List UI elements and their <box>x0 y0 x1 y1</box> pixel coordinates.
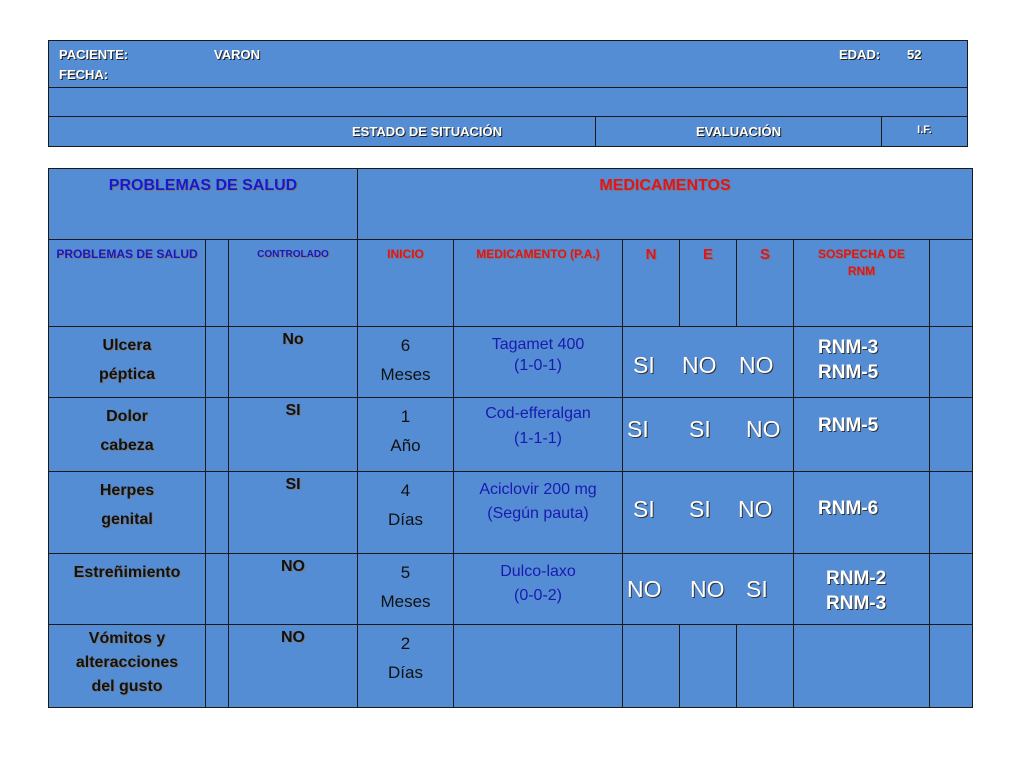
problema-line: del gusto <box>91 678 163 695</box>
problema-line: Ulcera <box>102 337 152 354</box>
health-problems-table <box>48 168 973 708</box>
controlado-cell <box>229 472 358 554</box>
controlado-value: No <box>282 331 304 348</box>
medicamento-line: (Según pauta) <box>487 505 589 522</box>
nes-cell <box>623 554 794 625</box>
col-medicamento: MEDICAMENTO (P.A.) <box>476 247 600 261</box>
col-sospecha: SOSPECHA DE RNM <box>818 247 905 278</box>
estado-cell <box>49 117 596 147</box>
inicio-line: Año <box>390 436 421 455</box>
problema-cell <box>49 472 206 554</box>
rnm-line: RNM-6 <box>818 498 879 519</box>
empty-header-row <box>49 88 968 117</box>
s-value: NO <box>746 416 781 442</box>
rnm-line: RNM-3 <box>826 593 887 614</box>
s-value: NO <box>738 496 773 522</box>
col-extra <box>930 240 973 327</box>
medicamento-cell <box>454 554 623 625</box>
problemas-title-cell <box>49 169 358 240</box>
medicamento-cell <box>454 472 623 554</box>
inicio-line: 1 <box>400 407 411 426</box>
controlado-value: NO <box>281 629 305 646</box>
edad-label: EDAD: <box>839 47 881 62</box>
extra-cell <box>930 625 973 708</box>
medicamento-line: (1-0-1) <box>513 357 562 374</box>
controlado-cell <box>229 327 358 398</box>
paciente-label: PACIENTE: <box>59 47 129 62</box>
e-value: NO <box>690 576 725 602</box>
inicio-line: Meses <box>380 592 431 611</box>
col-inicio: INICIO <box>387 247 424 261</box>
inicio-line: 5 <box>400 563 411 582</box>
problema-line: Estreñimiento <box>73 564 181 581</box>
inicio-cell <box>358 398 454 472</box>
rnm-cell <box>794 554 930 625</box>
blank-cell <box>206 472 229 554</box>
controlado-cell <box>229 398 358 472</box>
problema-line: péptica <box>98 366 155 383</box>
rnm-line: RNM-2 <box>826 568 887 589</box>
e-cell <box>680 625 737 708</box>
problema-cell <box>49 625 206 708</box>
medicamento-line: (0-0-2) <box>513 587 562 604</box>
col-blank <box>206 240 229 327</box>
table-row <box>49 625 973 708</box>
col-n: N <box>645 246 657 263</box>
paciente-value: VARON <box>214 47 260 62</box>
medicamento-line: Cod-efferalgan <box>485 405 591 422</box>
n-value: SI <box>627 416 649 442</box>
evaluacion-cell <box>596 117 882 147</box>
medicamento-line: Aciclovir 200 mg <box>479 481 597 498</box>
n-cell <box>623 625 680 708</box>
rnm-line: RNM-5 <box>818 415 879 436</box>
medicamentos-title-cell <box>358 169 973 240</box>
problema-cell <box>49 554 206 625</box>
medicamento-cell <box>454 625 623 708</box>
n-value: SI <box>633 352 655 378</box>
problema-cell <box>49 327 206 398</box>
rnm-cell <box>794 327 930 398</box>
inicio-line: Días <box>388 510 423 529</box>
blank-cell <box>206 554 229 625</box>
problema-line: Vómitos y <box>88 630 166 647</box>
extra-cell <box>930 554 973 625</box>
rnm-cell <box>794 625 930 708</box>
problema-line: Dolor <box>106 408 148 425</box>
medicamento-line: Dulco-laxo <box>500 563 576 580</box>
inicio-line: 2 <box>400 634 411 653</box>
controlado-cell <box>229 625 358 708</box>
problema-cell <box>49 398 206 472</box>
medicamento-cell <box>454 327 623 398</box>
col-s: S <box>759 246 770 263</box>
patient-header-table <box>48 40 968 147</box>
inicio-cell <box>358 327 454 398</box>
s-value: NO <box>739 352 774 378</box>
e-value: SI <box>689 416 711 442</box>
nes-cell <box>623 398 794 472</box>
fecha-label: FECHA: <box>59 67 109 82</box>
col-sospecha-cell <box>794 240 930 327</box>
if-cell <box>882 117 968 147</box>
problema-line: genital <box>101 511 153 528</box>
col-e: E <box>702 246 713 263</box>
inicio-cell <box>358 625 454 708</box>
inicio-line: 4 <box>400 481 411 500</box>
n-value: NO <box>627 576 662 602</box>
rnm-line: RNM-3 <box>818 337 879 358</box>
table-row <box>49 472 973 554</box>
inicio-cell <box>358 472 454 554</box>
col-s-cell <box>737 240 794 327</box>
extra-cell <box>930 472 973 554</box>
col-controlado-cell <box>229 240 358 327</box>
table-row <box>49 398 973 472</box>
problema-line: Herpes <box>99 482 155 499</box>
e-value: NO <box>682 352 717 378</box>
extra-cell <box>930 327 973 398</box>
blank-cell <box>206 398 229 472</box>
e-value: SI <box>689 496 711 522</box>
patient-info-cell <box>49 41 968 88</box>
blank-cell <box>206 625 229 708</box>
estado-label: ESTADO DE SITUACIÓN <box>352 124 502 139</box>
inicio-line: Meses <box>380 365 431 384</box>
evaluacion-label: EVALUACIÓN <box>696 124 781 139</box>
medicamentos-title: MEDICAMENTOS <box>599 177 731 194</box>
s-cell <box>737 625 794 708</box>
table-row <box>49 327 973 398</box>
nes-cell <box>623 472 794 554</box>
col-problemas-cell <box>49 240 206 327</box>
medicamento-line: Tagamet 400 <box>491 336 585 353</box>
col-controlado: CONTROLADO <box>257 249 329 260</box>
rnm-cell <box>794 398 930 472</box>
rnm-cell <box>794 472 930 554</box>
col-inicio-cell <box>358 240 454 327</box>
problemas-title: PROBLEMAS DE SALUD <box>108 177 298 194</box>
blank-cell <box>206 327 229 398</box>
medicamento-line: (1-1-1) <box>513 430 562 447</box>
col-n-cell <box>623 240 680 327</box>
s-value: SI <box>746 576 768 602</box>
col-e-cell <box>680 240 737 327</box>
problema-line: alteracciones <box>75 654 179 671</box>
problema-line: cabeza <box>100 437 154 454</box>
edad-value: 52 <box>907 47 922 62</box>
rnm-line: RNM-5 <box>818 362 879 383</box>
nes-cell <box>623 327 794 398</box>
controlado-value: NO <box>281 558 305 575</box>
controlado-cell <box>229 554 358 625</box>
extra-cell <box>930 398 973 472</box>
n-value: SI <box>633 496 655 522</box>
col-medicamento-cell <box>454 240 623 327</box>
col-problemas: PROBLEMAS DE SALUD <box>56 247 198 261</box>
inicio-cell <box>358 554 454 625</box>
inicio-line: 6 <box>400 336 411 355</box>
inicio-line: Días <box>388 663 423 682</box>
medicamento-cell <box>454 398 623 472</box>
controlado-value: SI <box>285 402 301 419</box>
controlado-value: SI <box>285 476 301 493</box>
table-row <box>49 554 973 625</box>
if-label: I.F. <box>917 124 932 136</box>
